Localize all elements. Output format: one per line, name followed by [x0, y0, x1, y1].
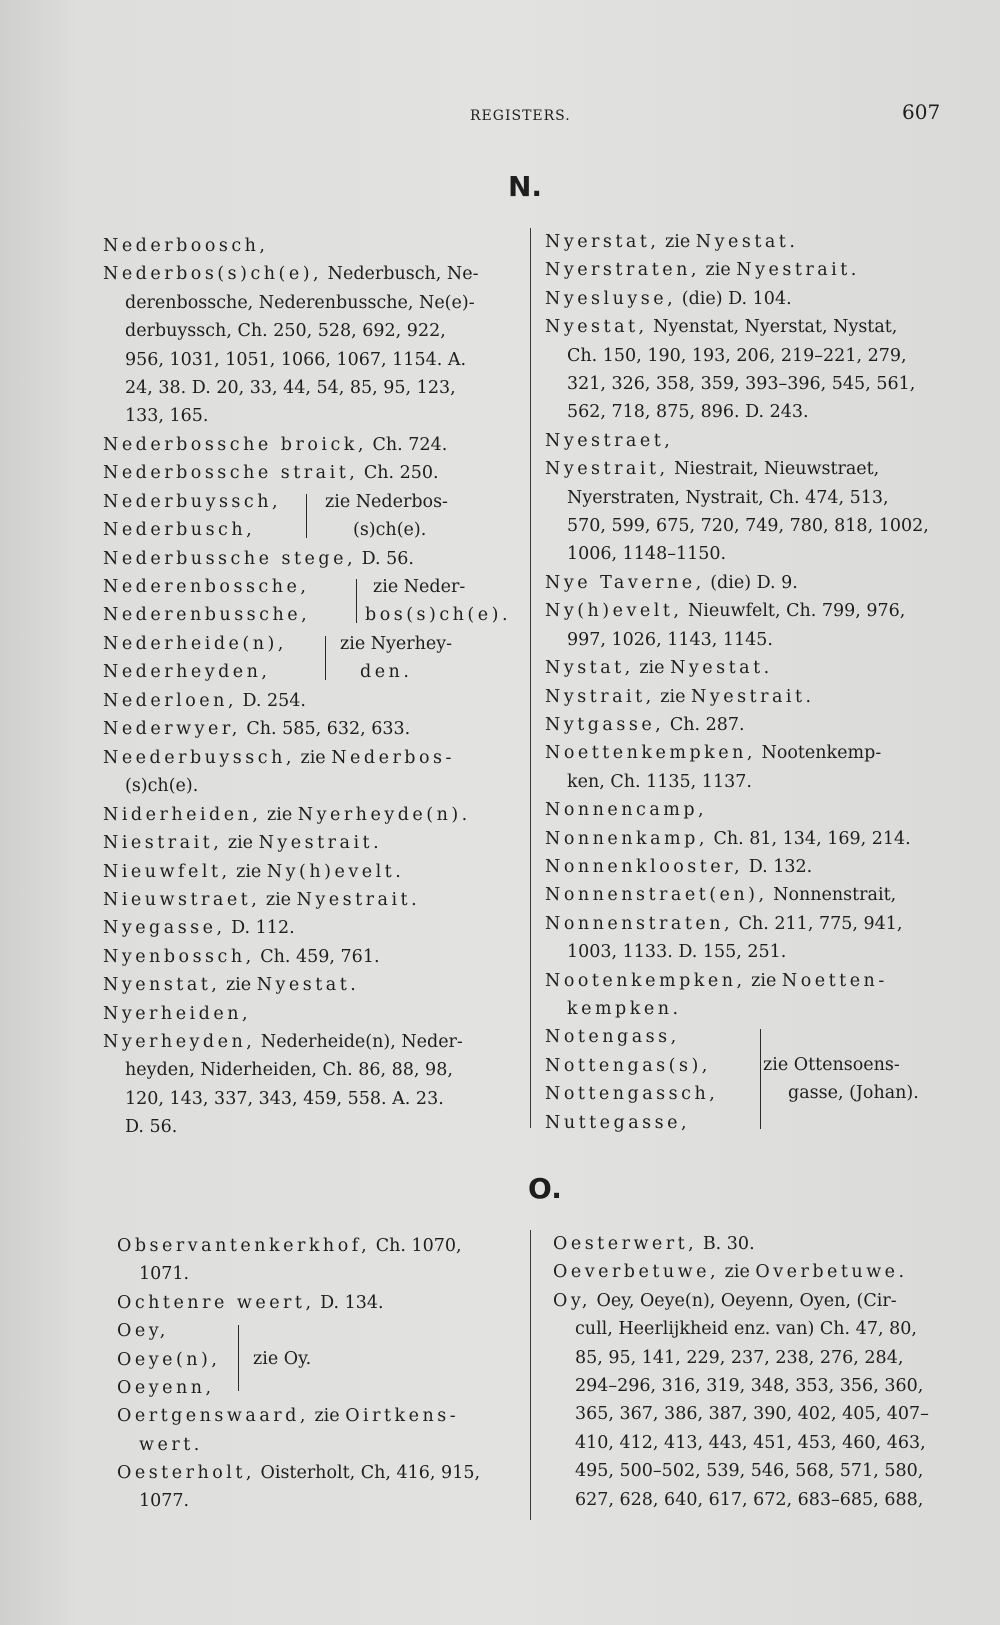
index-entry	[103, 886, 513, 914]
index-headword: Oey,	[117, 1321, 169, 1342]
index-entry	[103, 459, 513, 487]
index-cross-reference: Nyestrait.	[296, 889, 421, 910]
index-reference: D. 132.	[743, 856, 813, 877]
index-entry	[545, 711, 975, 739]
index-continuation: cull, Heerlijkheid enz. van) Ch. 47, 80,	[575, 1319, 917, 1340]
index-cross-reference: Nyestrait.	[258, 833, 383, 854]
index-headword: Nyenstat,	[103, 975, 221, 996]
index-headword: Nyestrait,	[545, 459, 669, 480]
index-cross-reference: Nyestat.	[695, 232, 799, 252]
index-entry	[103, 858, 513, 886]
index-entry	[103, 431, 513, 459]
index-entry	[545, 455, 975, 483]
index-continuation: 956, 1031, 1051, 1066, 1067, 1154. A.	[125, 349, 467, 370]
brace	[760, 1029, 761, 1129]
index-continuation: 120, 143, 337, 343, 459, 558. A. 23.	[125, 1088, 444, 1109]
index-continuation: derbuyssch, Ch. 250, 528, 692, 922,	[125, 321, 446, 342]
index-reference: zie	[261, 804, 298, 825]
index-group-oey	[117, 1317, 517, 1402]
index-headword: Observantenkerkhof,	[117, 1236, 371, 1256]
index-continuation: 365, 367, 386, 387, 390, 402, 405, 407–	[575, 1404, 929, 1425]
index-entry	[545, 597, 975, 625]
index-headword: Nederbossche strait,	[103, 463, 359, 484]
brace	[356, 579, 357, 623]
index-column-o-right	[553, 1230, 983, 1514]
index-continuation: 495, 500–502, 539, 546, 568, 571, 580,	[575, 1461, 924, 1482]
index-headword: Nederheyden,	[103, 662, 271, 683]
index-entry	[117, 1232, 517, 1260]
index-headword: Oy,	[553, 1290, 591, 1311]
index-continuation: 1006, 1148–1150.	[567, 544, 727, 565]
brace	[325, 636, 326, 680]
index-headword: Ny(h)evelt,	[545, 601, 683, 622]
index-continuation: ken, Ch. 1135, 1137.	[567, 771, 752, 792]
index-continuation: 997, 1026, 1143, 1145.	[567, 629, 773, 650]
index-continuation: 85, 95, 141, 229, 237, 238, 276, 284,	[575, 1347, 904, 1368]
index-headword: Nystrait,	[545, 686, 655, 707]
index-reference: den.	[360, 662, 413, 683]
index-continuation: derenbossche, Nederenbussche, Ne(e)-	[125, 292, 475, 313]
index-headword: Nederheide(n),	[103, 634, 287, 655]
index-headword: Nederbuyssch,	[103, 491, 282, 512]
index-entry	[103, 232, 513, 260]
index-headword: Nye Taverne,	[545, 572, 705, 593]
index-reference: Oisterholt, Ch, 416, 915,	[254, 1463, 481, 1484]
index-headword: Nonnenkamp,	[545, 828, 708, 849]
column-rule	[530, 228, 531, 1128]
index-entry	[117, 1289, 517, 1317]
index-continuation: wert.	[139, 1434, 203, 1455]
index-entry	[103, 1000, 513, 1028]
index-reference: gasse, (Johan).	[788, 1083, 919, 1104]
index-entry	[545, 228, 975, 256]
index-reference: zie Nederbos-	[325, 491, 448, 512]
index-continuation: 1077.	[139, 1491, 190, 1512]
index-entry	[545, 881, 975, 909]
index-cross-reference: Nyerheyde(n).	[297, 804, 471, 825]
index-headword: Nuttegasse,	[545, 1112, 691, 1133]
index-reference: D. 56.	[356, 548, 414, 569]
page-number: 607	[902, 100, 941, 124]
index-continuation: 1003, 1133. D. 155, 251.	[567, 942, 787, 963]
index-reference: (die) D. 104.	[676, 288, 792, 309]
index-cross-reference: Nyestrait.	[736, 260, 860, 281]
index-headword: Nederenbossche,	[103, 577, 310, 598]
index-headword: Nottengas(s),	[545, 1055, 711, 1076]
index-cross-reference: Noetten-	[781, 970, 888, 991]
index-headword: Nonnencamp,	[545, 800, 708, 821]
index-entry	[103, 715, 513, 743]
index-entry	[103, 971, 513, 999]
index-cross-reference: Overbetuwe.	[755, 1262, 908, 1283]
index-reference: zie	[220, 975, 257, 996]
index-entry	[103, 744, 513, 772]
index-headword: Nyerheiden,	[103, 1003, 252, 1024]
index-reference: D. 254.	[236, 691, 306, 712]
index-headword: Nystat,	[545, 658, 634, 679]
index-cross-reference: Nyestat.	[256, 975, 360, 996]
index-reference: Nederheide(n), Neder-	[255, 1031, 463, 1052]
index-entry	[103, 943, 513, 971]
index-headword: Oeverbetuwe,	[553, 1262, 720, 1283]
index-reference: zie	[633, 658, 671, 679]
index-reference: zie Nyerhey-	[340, 634, 453, 655]
index-headword: Oesterwert,	[553, 1234, 698, 1254]
index-entry	[545, 256, 975, 284]
index-reference: Ch. 81, 134, 169, 214.	[707, 828, 911, 849]
running-title: REGISTERS.	[470, 108, 571, 124]
section-letter-o: O.	[528, 1172, 562, 1205]
index-reference: Oey, Oeye(n), Oeyenn, Oyen, (Cir-	[590, 1290, 897, 1311]
index-reference: zie Ottensoens-	[763, 1055, 900, 1076]
index-reference: Niestrait, Nieuwstraet,	[668, 459, 880, 480]
index-headword: Nederbos(s)ch(e),	[103, 264, 323, 285]
index-continuation: 1071.	[139, 1264, 190, 1285]
index-entry	[545, 654, 975, 682]
index-reference: zie	[659, 232, 696, 252]
index-entry	[553, 1230, 983, 1258]
index-reference: Ch. 459, 761.	[254, 946, 380, 967]
index-reference: zie	[230, 861, 267, 882]
index-continuation: (s)ch(e).	[125, 776, 199, 797]
index-headword: Nederloen,	[103, 691, 237, 712]
index-headword: Nytgasse,	[545, 714, 665, 735]
index-reference: Ch. 724.	[366, 434, 448, 455]
index-continuation: 24, 38. D. 20, 33, 44, 54, 85, 95, 123,	[125, 378, 456, 399]
column-rule	[530, 1230, 531, 1520]
index-headword: Nyerstraten,	[545, 260, 700, 281]
index-headword: Oertgenswaard,	[117, 1406, 309, 1427]
index-headword: Noettenkempken,	[545, 743, 756, 764]
index-entry	[545, 796, 975, 824]
index-entry	[545, 967, 975, 995]
index-entry	[103, 687, 513, 715]
index-headword: Nieuwstraet,	[103, 889, 261, 910]
index-entry	[553, 1258, 983, 1286]
index-headword: Nyenbossch,	[103, 946, 255, 967]
index-entry	[545, 313, 975, 341]
index-entry	[103, 545, 513, 573]
index-reference: Ch. 211, 775, 941,	[733, 913, 903, 934]
index-cross-reference: Nederbos-	[331, 747, 455, 768]
index-reference: zie	[294, 747, 332, 768]
index-column-n-left	[103, 232, 513, 1142]
index-continuation: Nyerstraten, Nystrait, Ch. 474, 513,	[567, 487, 889, 508]
index-cross-reference: Nyestat.	[670, 658, 773, 679]
index-entry	[103, 829, 513, 857]
index-headword: Oeye(n),	[117, 1349, 221, 1370]
index-continuation: D. 56.	[125, 1117, 178, 1138]
index-reference: Ch. 250.	[358, 463, 439, 484]
index-reference: zie Oy.	[253, 1349, 312, 1370]
index-headword: Oeyenn,	[117, 1378, 215, 1399]
index-continuation: 410, 412, 413, 443, 451, 453, 460, 463,	[575, 1432, 926, 1453]
index-reference: zie	[699, 260, 737, 281]
index-headword: Oesterholt,	[117, 1463, 255, 1484]
index-reference: Ch. 585, 632, 633.	[240, 719, 411, 740]
index-headword: Nyerheyden,	[103, 1031, 256, 1052]
index-reference: zie	[654, 686, 692, 707]
index-reference: Nyenstat, Nyerstat, Nystat,	[647, 317, 898, 338]
index-entry	[545, 683, 975, 711]
index-continuation: kempken.	[567, 998, 682, 1019]
index-entry	[103, 260, 513, 288]
index-reference: zie	[222, 833, 259, 854]
index-reference: (die) D. 9.	[704, 572, 798, 593]
index-headword: Nootenkempken,	[545, 970, 746, 991]
index-reference: D. 112.	[225, 918, 295, 939]
index-reference: bos(s)ch(e).	[365, 605, 512, 626]
index-group-nederenbossche	[103, 573, 513, 630]
index-reference: Ch. 1070,	[370, 1236, 462, 1256]
index-column-n-right	[545, 228, 975, 1137]
index-continuation: 294–296, 316, 319, 348, 353, 356, 360,	[575, 1376, 924, 1397]
index-headword: Nederbussche stege,	[103, 548, 357, 569]
index-reference: B. 30.	[697, 1234, 755, 1254]
index-headword: Nederbusch,	[103, 520, 256, 541]
index-headword: Niestrait,	[103, 833, 223, 854]
index-headword: Nyestat,	[545, 317, 648, 338]
index-reference: zie	[719, 1262, 756, 1283]
index-headword: Notengass,	[545, 1027, 680, 1048]
index-headword: Nonnenklooster,	[545, 856, 744, 877]
index-headword: Nederboosch,	[103, 236, 269, 256]
index-continuation: 570, 599, 675, 720, 749, 780, 818, 1002,	[567, 516, 929, 537]
index-reference: D. 134.	[314, 1292, 384, 1313]
index-cross-reference: Nyestrait.	[691, 686, 815, 707]
section-letter-n: N.	[508, 170, 543, 203]
index-headword: Nyerstat,	[545, 232, 660, 252]
index-reference: Nederbusch, Ne-	[322, 264, 479, 285]
index-continuation: 321, 326, 358, 359, 393–396, 545, 561,	[567, 374, 916, 395]
index-entry	[545, 569, 975, 597]
index-group-notengass	[545, 1023, 975, 1137]
index-reference: Nonnenstrait,	[767, 885, 897, 906]
index-headword: Nyegasse,	[103, 918, 226, 939]
index-continuation: 627, 628, 640, 617, 672, 683–685, 688,	[575, 1489, 924, 1510]
index-entry	[117, 1459, 517, 1487]
index-column-o-left	[117, 1232, 517, 1516]
index-entry	[103, 801, 513, 829]
index-headword: Nyesluyse,	[545, 288, 677, 309]
index-group-nederbuyssch	[103, 488, 513, 545]
index-reference: zie Neder-	[373, 577, 466, 598]
brace	[306, 494, 307, 538]
index-headword: Nederbossche broick,	[103, 434, 367, 455]
index-headword: Niderheiden,	[103, 804, 262, 825]
index-headword: Ochtenre weert,	[117, 1292, 315, 1313]
index-entry	[545, 285, 975, 313]
index-cross-reference: Ny(h)evelt.	[266, 861, 405, 882]
index-cross-reference: Oirtkens-	[345, 1406, 460, 1427]
brace	[238, 1325, 239, 1391]
index-entry	[545, 853, 975, 881]
index-headword: Nederenbussche,	[103, 605, 311, 626]
index-continuation: 133, 165.	[125, 406, 209, 427]
index-entry	[103, 914, 513, 942]
index-entry	[553, 1287, 983, 1315]
index-reference: zie	[308, 1406, 346, 1427]
index-reference: Ch. 287.	[664, 714, 745, 735]
index-entry	[545, 910, 975, 938]
index-continuation: Ch. 150, 190, 193, 206, 219–221, 279,	[567, 345, 907, 366]
index-entry	[545, 427, 975, 455]
index-headword: Neederbuyssch,	[103, 747, 295, 768]
index-headword: Nyestraet,	[545, 430, 674, 451]
index-headword: Nonnenstraten,	[545, 913, 734, 934]
index-entry	[103, 1028, 513, 1056]
index-group-nederheide	[103, 630, 513, 687]
index-headword: Nederwyer,	[103, 719, 241, 740]
index-reference: zie	[260, 889, 297, 910]
index-headword: Nottengassch,	[545, 1084, 719, 1105]
index-entry	[117, 1402, 517, 1430]
index-continuation: 562, 718, 875, 896. D. 243.	[567, 402, 809, 423]
index-reference: zie	[745, 970, 782, 991]
index-continuation: heyden, Niderheiden, Ch. 86, 88, 98,	[125, 1060, 453, 1081]
index-entry	[545, 739, 975, 767]
index-reference: (s)ch(e).	[353, 519, 427, 540]
index-entry	[545, 825, 975, 853]
index-reference: Nootenkemp-	[755, 743, 882, 764]
index-headword: Nonnenstraet(en),	[545, 885, 768, 906]
index-headword: Nieuwfelt,	[103, 861, 231, 882]
index-reference: Nieuwfelt, Ch. 799, 976,	[682, 601, 906, 622]
